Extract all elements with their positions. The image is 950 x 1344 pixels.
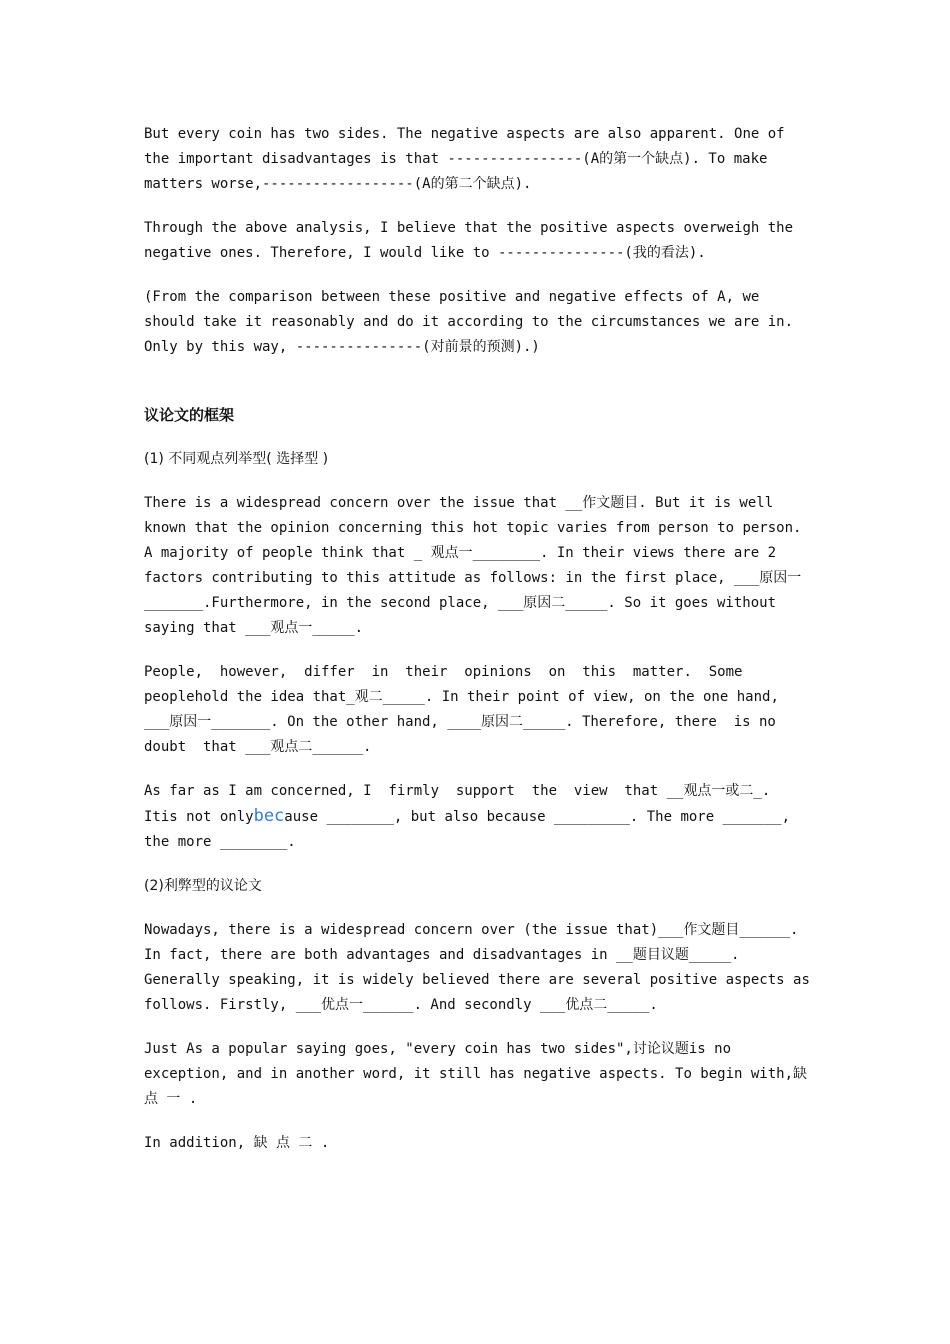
paragraph-popular-saying: Just As a popular saying goes, "every coin has two sides",讨论议题is no exception, and in another word, it still has negative aspects. To begin with,缺 点 一 . [144, 1041, 816, 1107]
subheading-opinion-listing: (1) 不同观点列举型( 选择型 ) [144, 451, 329, 467]
paragraph-analysis: Through the above analysis, I believe that the positive aspects overweigh the negative ones. Therefore, I would like to ---------------(我的看法). [144, 220, 802, 261]
paragraph-negative-aspects: But every coin has two sides. The negative aspects are also apparent. One of the important disadvantages is that ----------------(A的第一个缺点). To make matters worse,------------------(A的第二个缺点). [144, 126, 794, 192]
subheading-pros-cons: (2)利弊型的议论文 [144, 878, 262, 894]
paragraph-people-differ: People, however, differ in their opinions on this matter. Some peoplehold the idea that_观二_____. In their point of view, on the one hand, ___原因一_______. On the other hand, ____原因二_____. Therefore, there is no doubt that ___观点二______. [144, 664, 788, 755]
paragraph-nowadays: Nowadays, there is a widespread concern over (the issue that)___作文题目______. In fact, there are both advantages and disadvantages in __题目议题_____. Generally speaking, it is widely believed there are several positive aspects as follows. Firstly, ___优点一______. And secondly ___优点二_____. [144, 922, 819, 1013]
because-link[interactable]: bec [253, 806, 285, 826]
paragraph-comparison: (From the comparison between these positive and negative effects of A, we should take it reasonably and do it according to the circumstances we are in. Only by this way, ---------------(对前景的预测).) [144, 289, 802, 355]
paragraph-as-far-as-concerned [144, 779, 812, 855]
document-page [144, 122, 819, 1175]
concern-text-after: ause ________, but also because _________. The more _______, the more ________. [144, 809, 799, 850]
section-heading: 议论文的框架 [144, 406, 235, 424]
concern-text-before: As far as I am concerned, I firmly support the view that __观点一或二_. Itis not only [144, 783, 779, 825]
paragraph-widespread-concern: There is a widespread concern over the issue that __作文题目. But it is well known that the opinion concerning this hot topic varies from person to person. A majority of people think that _ 观点一________. In their views there are 2 factors contributing to this attitude as follows: in the first place, ___原因一_______.Furthermore, in the second place, ___原因二_____. So it goes without saying that ___观点一_____. [144, 495, 810, 636]
paragraph-in-addition: In addition, 缺 点 二 . [144, 1135, 330, 1151]
